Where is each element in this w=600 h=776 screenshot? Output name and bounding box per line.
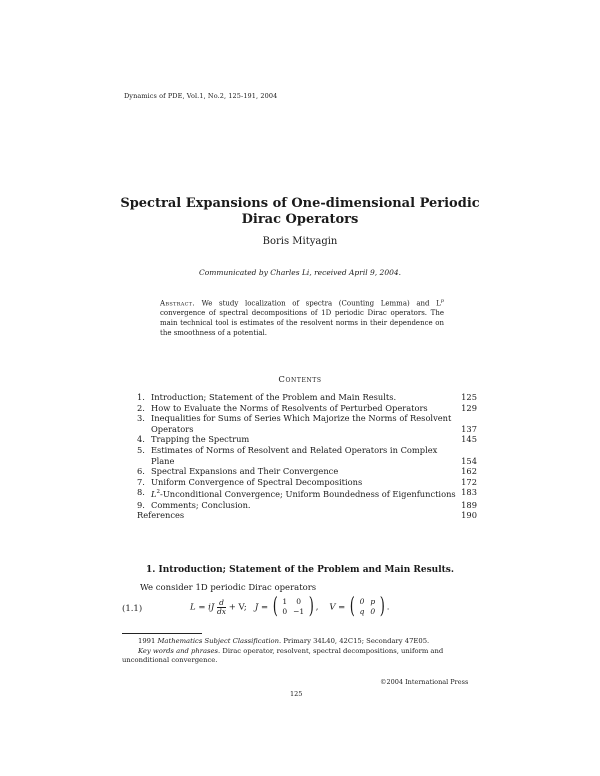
equation-end: . — [386, 602, 390, 613]
toc-page: 154 — [461, 455, 477, 466]
toc-page: 145 — [461, 434, 477, 445]
toc-entry-continued — [137, 424, 477, 435]
j-cell: 0 — [282, 607, 288, 616]
toc-page: 129 — [461, 402, 477, 413]
toc-title-prefix: L — [151, 489, 157, 500]
equation-lhs: L = iJ — [190, 602, 215, 613]
frac-num: d — [219, 597, 224, 607]
v-cell: 0 — [359, 597, 365, 606]
toc-entry — [137, 510, 477, 521]
toc-title: Introduction; Statement of the Problem and Main Results. — [151, 392, 397, 402]
toc-number: 8. — [137, 487, 145, 498]
toc-number: 7. — [137, 476, 145, 487]
v-cell: p — [370, 597, 376, 606]
msc-text: Primary 34L40, 42C15; Secondary 47E05. — [281, 637, 430, 645]
section-heading: 1. Introduction; Statement of the Problem and Main Results. — [146, 565, 454, 575]
toc-title: Trapping the Spectrum — [151, 434, 250, 445]
toc-page: 125 — [461, 392, 477, 402]
toc-title-sup: 2 — [156, 489, 161, 496]
msc-num: 1991 — [138, 637, 158, 645]
equation-fraction — [217, 599, 226, 616]
copyright: ©2004 International Press — [380, 678, 469, 686]
frac-den: dx — [217, 606, 227, 616]
footnotes — [122, 637, 478, 666]
toc-title — [151, 487, 457, 499]
toc-title: Spectral Expansions and Their Convergence — [151, 466, 339, 477]
toc-page: 189 — [461, 499, 477, 510]
toc-number: 1. — [137, 392, 145, 402]
v-cell: q — [359, 607, 365, 616]
equation-label: (1.1) — [122, 604, 143, 614]
toc-number: 5. — [137, 444, 145, 455]
v-cell: 0 — [370, 607, 376, 616]
toc-entry — [137, 392, 477, 403]
msc-label: Mathematics Subject Classification. — [157, 637, 282, 645]
paper-title: Spectral Expansions of One-dimensional Periodic Dirac Operators — [120, 196, 480, 227]
toc-entry — [137, 466, 477, 477]
table-of-contents — [137, 392, 477, 521]
equation-sep: , — [315, 602, 319, 613]
toc-entry-continued — [137, 456, 477, 467]
toc-page: 162 — [461, 466, 477, 477]
j-label: J = — [254, 602, 269, 613]
abstract — [160, 296, 444, 338]
page-number: 125 — [290, 690, 303, 698]
contents-heading: Contents — [278, 375, 322, 385]
communicated-by: Communicated by Charles Li, received April 9, 2004. — [198, 268, 402, 277]
toc-page: 190 — [461, 510, 477, 521]
toc-entry — [137, 403, 477, 414]
equation-1-1: (1.1) L = iJ $\frac{d}{dx}$ + V; J = ( 1 0 0 −1 ) , V = ( 0 p q 0 ) . — [122, 594, 390, 619]
v-matrix — [357, 597, 379, 617]
author-name: Boris Mityagin — [262, 236, 338, 247]
section-intro: We consider 1D periodic Dirac operators — [140, 583, 317, 593]
j-cell: −1 — [293, 607, 305, 616]
abstract-text-1: We study localization of spectra (Counting Lemma) and L — [194, 299, 441, 308]
toc-title: Estimates of Norms of Resolvent and Related Operators in Complex — [151, 444, 438, 455]
j-cell: 0 — [296, 597, 302, 606]
toc-title-continued: Operators — [151, 423, 194, 434]
toc-page: 172 — [461, 476, 477, 487]
toc-number: 2. — [137, 402, 145, 413]
abstract-heading: Abstract. — [160, 299, 195, 308]
toc-entry — [137, 434, 477, 445]
v-label: V = — [329, 602, 346, 613]
j-cell: 1 — [282, 597, 288, 606]
toc-entry — [137, 477, 477, 488]
toc-title-text: -Unconditional Convergence; Uniform Boundedness of Eigenfunctions — [160, 489, 456, 500]
toc-page: 137 — [461, 423, 477, 434]
toc-entry — [137, 500, 477, 511]
equation-after-frac: + V; — [228, 602, 247, 613]
abstract-text-2: convergence of spectral decompositions of 1D periodic Dirac operators. The main technical tool is estimates of the resolvent norms in their dependence on the smoothness of a potential. — [160, 309, 444, 338]
toc-page: 183 — [461, 487, 477, 498]
toc-title-continued: Plane — [151, 455, 175, 466]
j-matrix — [279, 597, 307, 617]
toc-title: How to Evaluate the Norms of Resolvents of Perturbed Operators — [151, 402, 428, 413]
toc-title: Uniform Convergence of Spectral Decompositions — [151, 476, 363, 487]
toc-entry — [137, 445, 477, 456]
keywords-label: Key words and phrases. — [138, 646, 221, 655]
toc-entry — [137, 487, 477, 499]
keywords-text: Dirac operator, resolvent, spectral decompositions, uniform and unconditional convergence. — [122, 646, 444, 665]
toc-number: 9. — [137, 499, 145, 510]
toc-title: Comments; Conclusion. — [151, 499, 251, 510]
journal-reference: Dynamics of PDE, Vol.1, No.2, 125-191, 2004 — [124, 92, 278, 100]
toc-title: References — [137, 510, 185, 521]
toc-number: 4. — [137, 434, 145, 445]
abstract-sup: p — [440, 298, 444, 304]
toc-title: Inequalities for Sums of Series Which Majorize the Norms of Resolvent — [151, 413, 452, 424]
toc-number: 3. — [137, 413, 145, 424]
toc-entry — [137, 413, 477, 424]
footnote-rule — [122, 633, 202, 634]
toc-number: 6. — [137, 466, 145, 477]
